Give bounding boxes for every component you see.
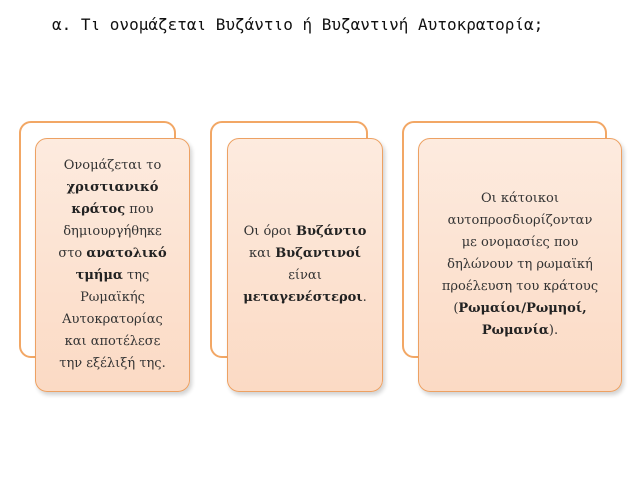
text-fragment: Ονομάζεται το: [63, 158, 162, 173]
box-2-card: [227, 138, 383, 392]
text-fragment: αυτοπροσδιορίζονταν: [447, 213, 593, 228]
text-fragment: που: [125, 202, 154, 217]
text-fragment: στο: [58, 246, 87, 261]
question-title: α. Τι ονομάζεται Βυζάντιο ή Βυζαντινή Αυτοκρατορία;: [52, 15, 544, 34]
text-fragment: Οι όροι: [243, 224, 296, 239]
bold-term: Ρωμανία: [481, 323, 549, 338]
text-fragment: ).: [548, 323, 559, 338]
text-fragment: προέλευση του κράτους: [441, 279, 599, 294]
bold-term: μεταγενέστεροι: [243, 290, 363, 305]
bold-term: κράτος: [71, 202, 126, 217]
bold-term: χριστιανικό: [66, 180, 159, 195]
bold-term: ανατολικό: [86, 246, 167, 261]
text-fragment: είναι: [288, 268, 322, 283]
text-fragment: Ρωμαϊκής: [80, 290, 145, 305]
box-3-card: [418, 138, 622, 392]
text-fragment: (: [453, 301, 459, 316]
text-fragment: και αποτέλεσε: [64, 334, 161, 349]
text-fragment: Αυτοκρατορίας: [62, 312, 163, 327]
text-fragment: της: [122, 268, 150, 283]
text-fragment: .: [362, 290, 367, 305]
text-fragment: δηλώνουν τη ρωμαϊκή: [447, 257, 593, 272]
bold-term: τμήμα: [75, 268, 123, 283]
box-1-text: [58, 155, 166, 375]
box-2-text: [243, 221, 367, 309]
text-fragment: Οι κάτοικοι: [481, 191, 559, 206]
box-3-text: [442, 188, 598, 342]
bold-term: Βυζαντινοί: [275, 246, 361, 261]
text-fragment: και: [249, 246, 276, 261]
text-fragment: την εξέλιξή της.: [59, 356, 166, 371]
text-fragment: με ονομασίες που: [461, 235, 579, 250]
box-1-card: [35, 138, 190, 392]
bold-term: Βυζάντιο: [295, 224, 367, 239]
text-fragment: δημιουργήθηκε: [63, 224, 162, 239]
bold-term: Ρωμαίοι/Ρωμηοί,: [458, 301, 587, 316]
